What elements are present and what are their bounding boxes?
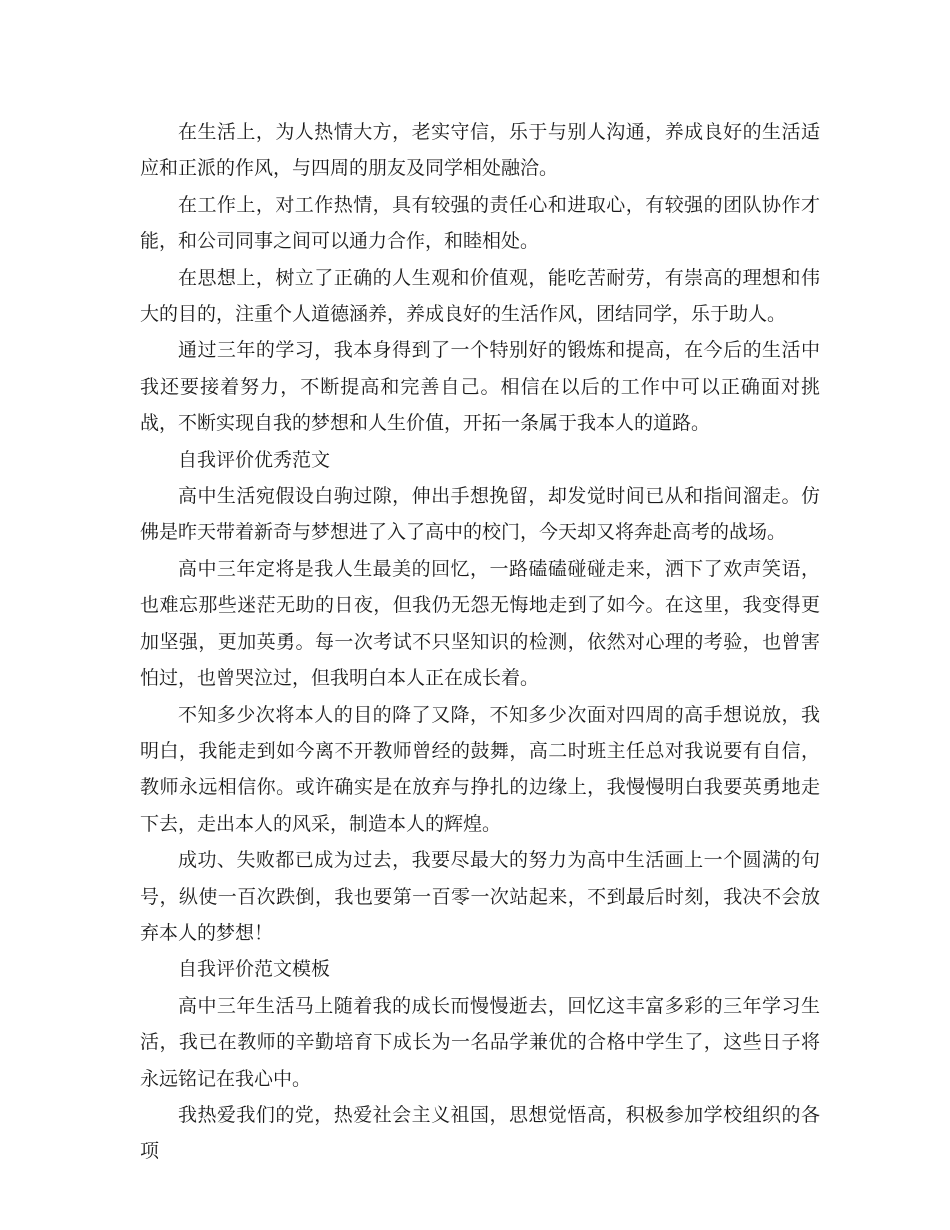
paragraph-goals: 不知多少次将本人的目的降了又降，不知多少次面对四周的高手想说放，我明白，我能走到如今离不开教师曾经的鼓舞，高二时班主任总对我说要有自信，教师永远相信你。或许确实是在放弃与挣扎的边缘上，我慢慢明白我要英勇地走下去，走出本人的风采，制造本人的辉煌。: [140, 703, 820, 835]
paragraph-life: 在生活上，为人热情大方，老实守信，乐于与别人沟通，养成良好的生活适应和正派的作风，与四周的朋友及同学相处融洽。: [140, 121, 820, 180]
paragraph-thought: 在思想上，树立了正确的人生观和价值观，能吃苦耐劳，有崇高的理想和伟大的目的，注重个人道德涵养，养成良好的生活作风，团结同学，乐于助人。: [140, 266, 820, 326]
paragraph-growth: 高中三年生活马上随着我的成长而慢慢逝去，回忆这丰富多彩的三年学习生活，我已在教师的辛勤培育下成长为一名品学兼优的合格中学生了，这些日子将永远铭记在我心中。: [140, 994, 820, 1090]
paragraph-work: 在工作上，对工作热情，具有较强的责任心和进取心，有较强的团队协作才能，和公司同事之间可以通力合作，和睦相处。: [140, 193, 820, 253]
section-heading-template: 自我评价范文模板: [178, 958, 331, 981]
section-heading-excellent-sample: 自我评价优秀范文: [178, 448, 331, 471]
paragraph-patriotism: 我热爱我们的党，热爱社会主义祖国，思想觉悟高，积极参加学校组织的各项: [140, 1103, 820, 1163]
paragraph-memories: 高中三年定将是我人生最美的回忆，一路磕磕碰碰走来，洒下了欢声笑语，也难忘那些迷茫无助的日夜，但我仍无怨无悔地走到了如今。在这里，我变得更加坚强，更加英勇。每一次考试不只坚知识的检测，依然对心理的考验，也曾害怕过，也曾哭泣过，但我明白本人正在成长着。: [140, 557, 820, 690]
paragraph-three-years: 通过三年的学习，我本身得到了一个特别好的锻炼和提高，在今后的生活中我还要接着努力，不断提高和完善自己。相信在以后的工作中可以正确面对挑战，不断实现自我的梦想和人生价值，开拓一条属于我本人的道路。: [140, 339, 820, 435]
paragraph-high-school-life: 高中生活宛假设白驹过隙，伸出手想挽留，却发觉时间已从和指间溜走。仿佛是昨天带着新奇与梦想进了入了高中的校门，今天却又将奔赴高考的战场。: [140, 485, 820, 544]
document-body: [140, 114, 820, 1170]
paragraph-success-failure: 成功、失败都已成为过去，我要尽最大的努力为高中生活画上一个圆满的句号，纵使一百次跌倒，我也要第一百零一次站起来，不到最后时刻，我决不会放弃本人的梦想！: [140, 849, 820, 944]
